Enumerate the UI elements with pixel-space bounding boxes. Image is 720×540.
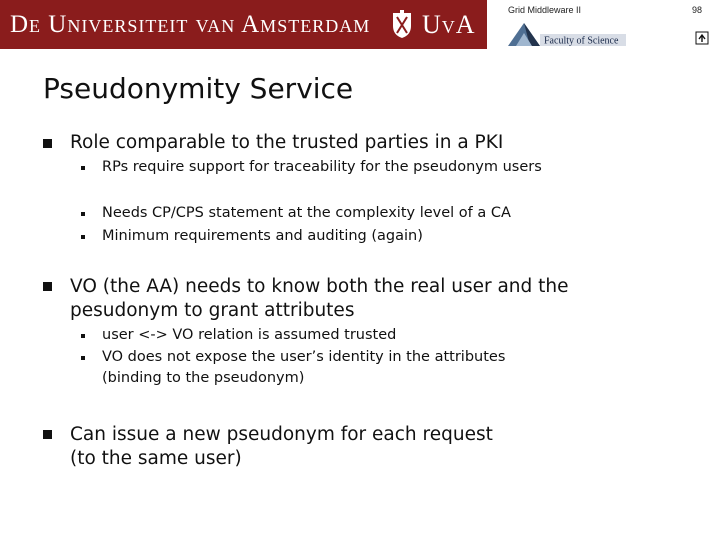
bullet-marker [43, 282, 52, 291]
course-title: Grid Middleware II [508, 5, 582, 15]
sub-bullet-text: Needs CP/CPS statement at the complexity level of a CA [102, 205, 511, 221]
sub-bullet-marker [81, 166, 85, 170]
university-name: De Universiteit van Amsterdam [10, 11, 371, 38]
sub-bullet-text: user <-> VO relation is assumed trusted [102, 327, 397, 343]
sub-bullet-marker [81, 356, 85, 360]
sub-bullet-marker [81, 334, 85, 338]
university-short-name: UvA [422, 10, 476, 39]
slide-number: 98 [692, 5, 703, 15]
sub-bullet-marker [81, 235, 85, 239]
sub-bullet-text: Minimum requirements and auditing (again) [102, 228, 423, 244]
faculty-name: Faculty of Science [544, 35, 619, 47]
bullet-marker [43, 139, 52, 148]
bullet-marker [43, 430, 52, 439]
sub-bullet-text: VO does not expose the user’s identity in the attributes [102, 349, 506, 365]
bullet-text: pesudonym to grant attributes [70, 300, 355, 321]
sub-bullet-text: RPs require support for traceability for the pseudonym users [102, 159, 542, 175]
sub-bullet-text: (binding to the pseudonym) [102, 370, 305, 386]
bullet-text: (to the same user) [70, 448, 242, 469]
bullet-text: VO (the AA) needs to know both the real user and the [70, 276, 569, 297]
bullet-text: Role comparable to the trusted parties in a PKI [70, 132, 504, 153]
sub-bullet-marker [81, 212, 85, 216]
bullet-text: Can issue a new pseudonym for each request [70, 424, 493, 445]
slide-title: Pseudonymity Service [43, 72, 354, 105]
